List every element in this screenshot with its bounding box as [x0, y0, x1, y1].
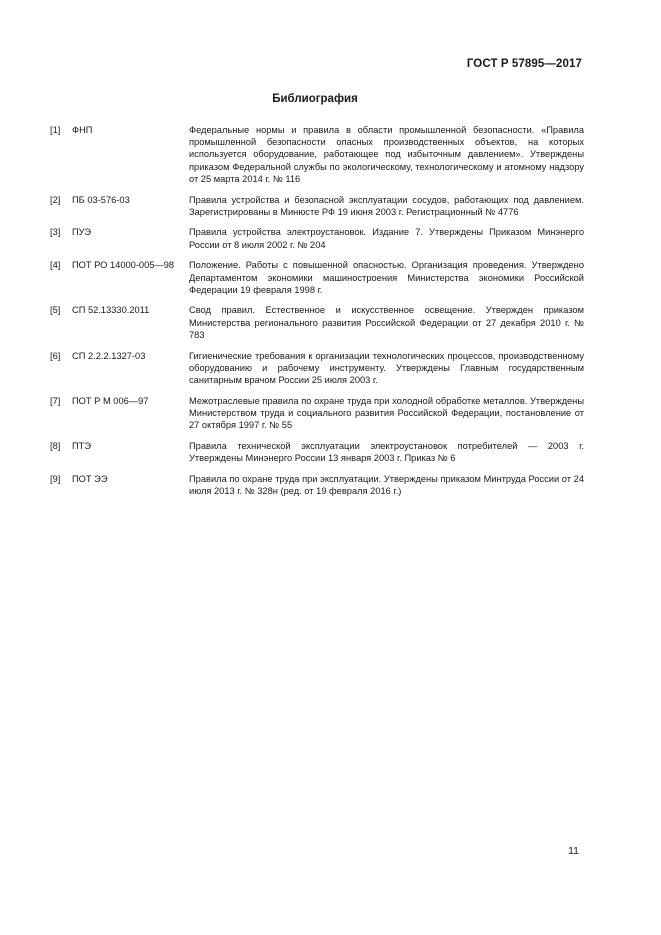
document-code: ГОСТ Р 57895—2017 [466, 58, 582, 70]
bibliography-entry [50, 226, 584, 250]
entry-code: ПОТ РО 14000-005—98 [72, 260, 175, 271]
entry-code: ПОТ Р М 006—97 [72, 395, 149, 406]
entry-code: СП 52.13330.2011 [72, 305, 150, 316]
entry-number: [1] [50, 125, 61, 135]
bibliography-entry [50, 259, 584, 296]
entry-number: [4] [50, 260, 61, 271]
entry-text: Правила устройства электроустановок. Издание 7. Утверждены Приказом Минэнерго России от 8 июля 2002 г. № 204 [189, 227, 584, 250]
entry-code: СП 2.2.2.1327-03 [72, 350, 146, 361]
entry-text: Положение. Работы с повышенной опасностью. Организация проведения. Утверждено Департаментом экономики машиностроения Министерства экономики Российской Федерации 19 февраля 1998 г. [189, 260, 584, 295]
page-number: 11 [568, 845, 579, 857]
entry-text: Правила устройства и безопасной эксплуатации сосудов, работающих под давлением. Зарегистрированы в Минюсте РФ 19 июня 2003 г. Регистрационный № 4776 [189, 194, 584, 217]
bibliography-entry [50, 395, 584, 432]
entry-code: ПОТ ЭЭ [72, 473, 108, 484]
entry-code: ФНП [72, 125, 93, 135]
bibliography-entry [50, 473, 584, 497]
entry-number: [9] [50, 473, 61, 484]
bibliography-entry [50, 440, 584, 464]
entry-text: Правила по охране труда при эксплуатации. Утверждены приказом Минтруда России от 24 июля 2013 г. № 328н (ред. от 19 февраля 2016 г.) [189, 473, 584, 496]
entry-text: Гигиенические требования к организации технологических процессов, производственному оборудованию и рабочему инструменту. Утверждены Главным государственным санитарным врачом России 25 июля 2003 г. [189, 350, 584, 385]
page-title: Библиография [272, 93, 358, 105]
bibliography-entry [50, 304, 584, 341]
entry-number: [8] [50, 440, 61, 451]
entry-code: ПТЭ [72, 440, 92, 451]
entry-text: Свод правил. Естественное и искусственное освещение. Утвержден приказом Министерства регионального развития Российской Федерации от 27 декабря 2010 г. № 783 [189, 305, 584, 340]
bibliography-entry [50, 194, 584, 218]
entry-text: Правила технической эксплуатации электроустановок потребителей — 2003 г. Утверждены Минэнерго России 13 января 2003 г. Приказ № 6 [189, 440, 584, 463]
entry-number: [7] [50, 395, 61, 406]
entry-number: [6] [50, 350, 61, 361]
bibliography-entry [50, 124, 584, 185]
entry-text: Межотраслевые правила по охране труда при холодной обработке металлов. Утверждены Министерством труда и социального развития Российской Федерации, постановление от 27 октября 1997 г. № 55 [189, 395, 584, 431]
entry-number: [2] [50, 194, 61, 205]
entry-code: ПБ 03-576-03 [72, 194, 130, 205]
entry-code: ПУЭ [72, 227, 92, 238]
entry-number: [3] [50, 227, 61, 238]
entry-text: Федеральные нормы и правила в области промышленной безопасности. «Правила промышленной безопасности опасных производственных объектов, на которых используется оборудование, работающее под избыточным давлением». Утверждены приказом Федеральной службы по экологическому, технологическому и атомному надзору от 25 марта 2014 г. № 116 [189, 125, 584, 184]
bibliography-list [50, 124, 584, 506]
bibliography-entry [50, 350, 584, 387]
entry-number: [5] [50, 305, 61, 316]
